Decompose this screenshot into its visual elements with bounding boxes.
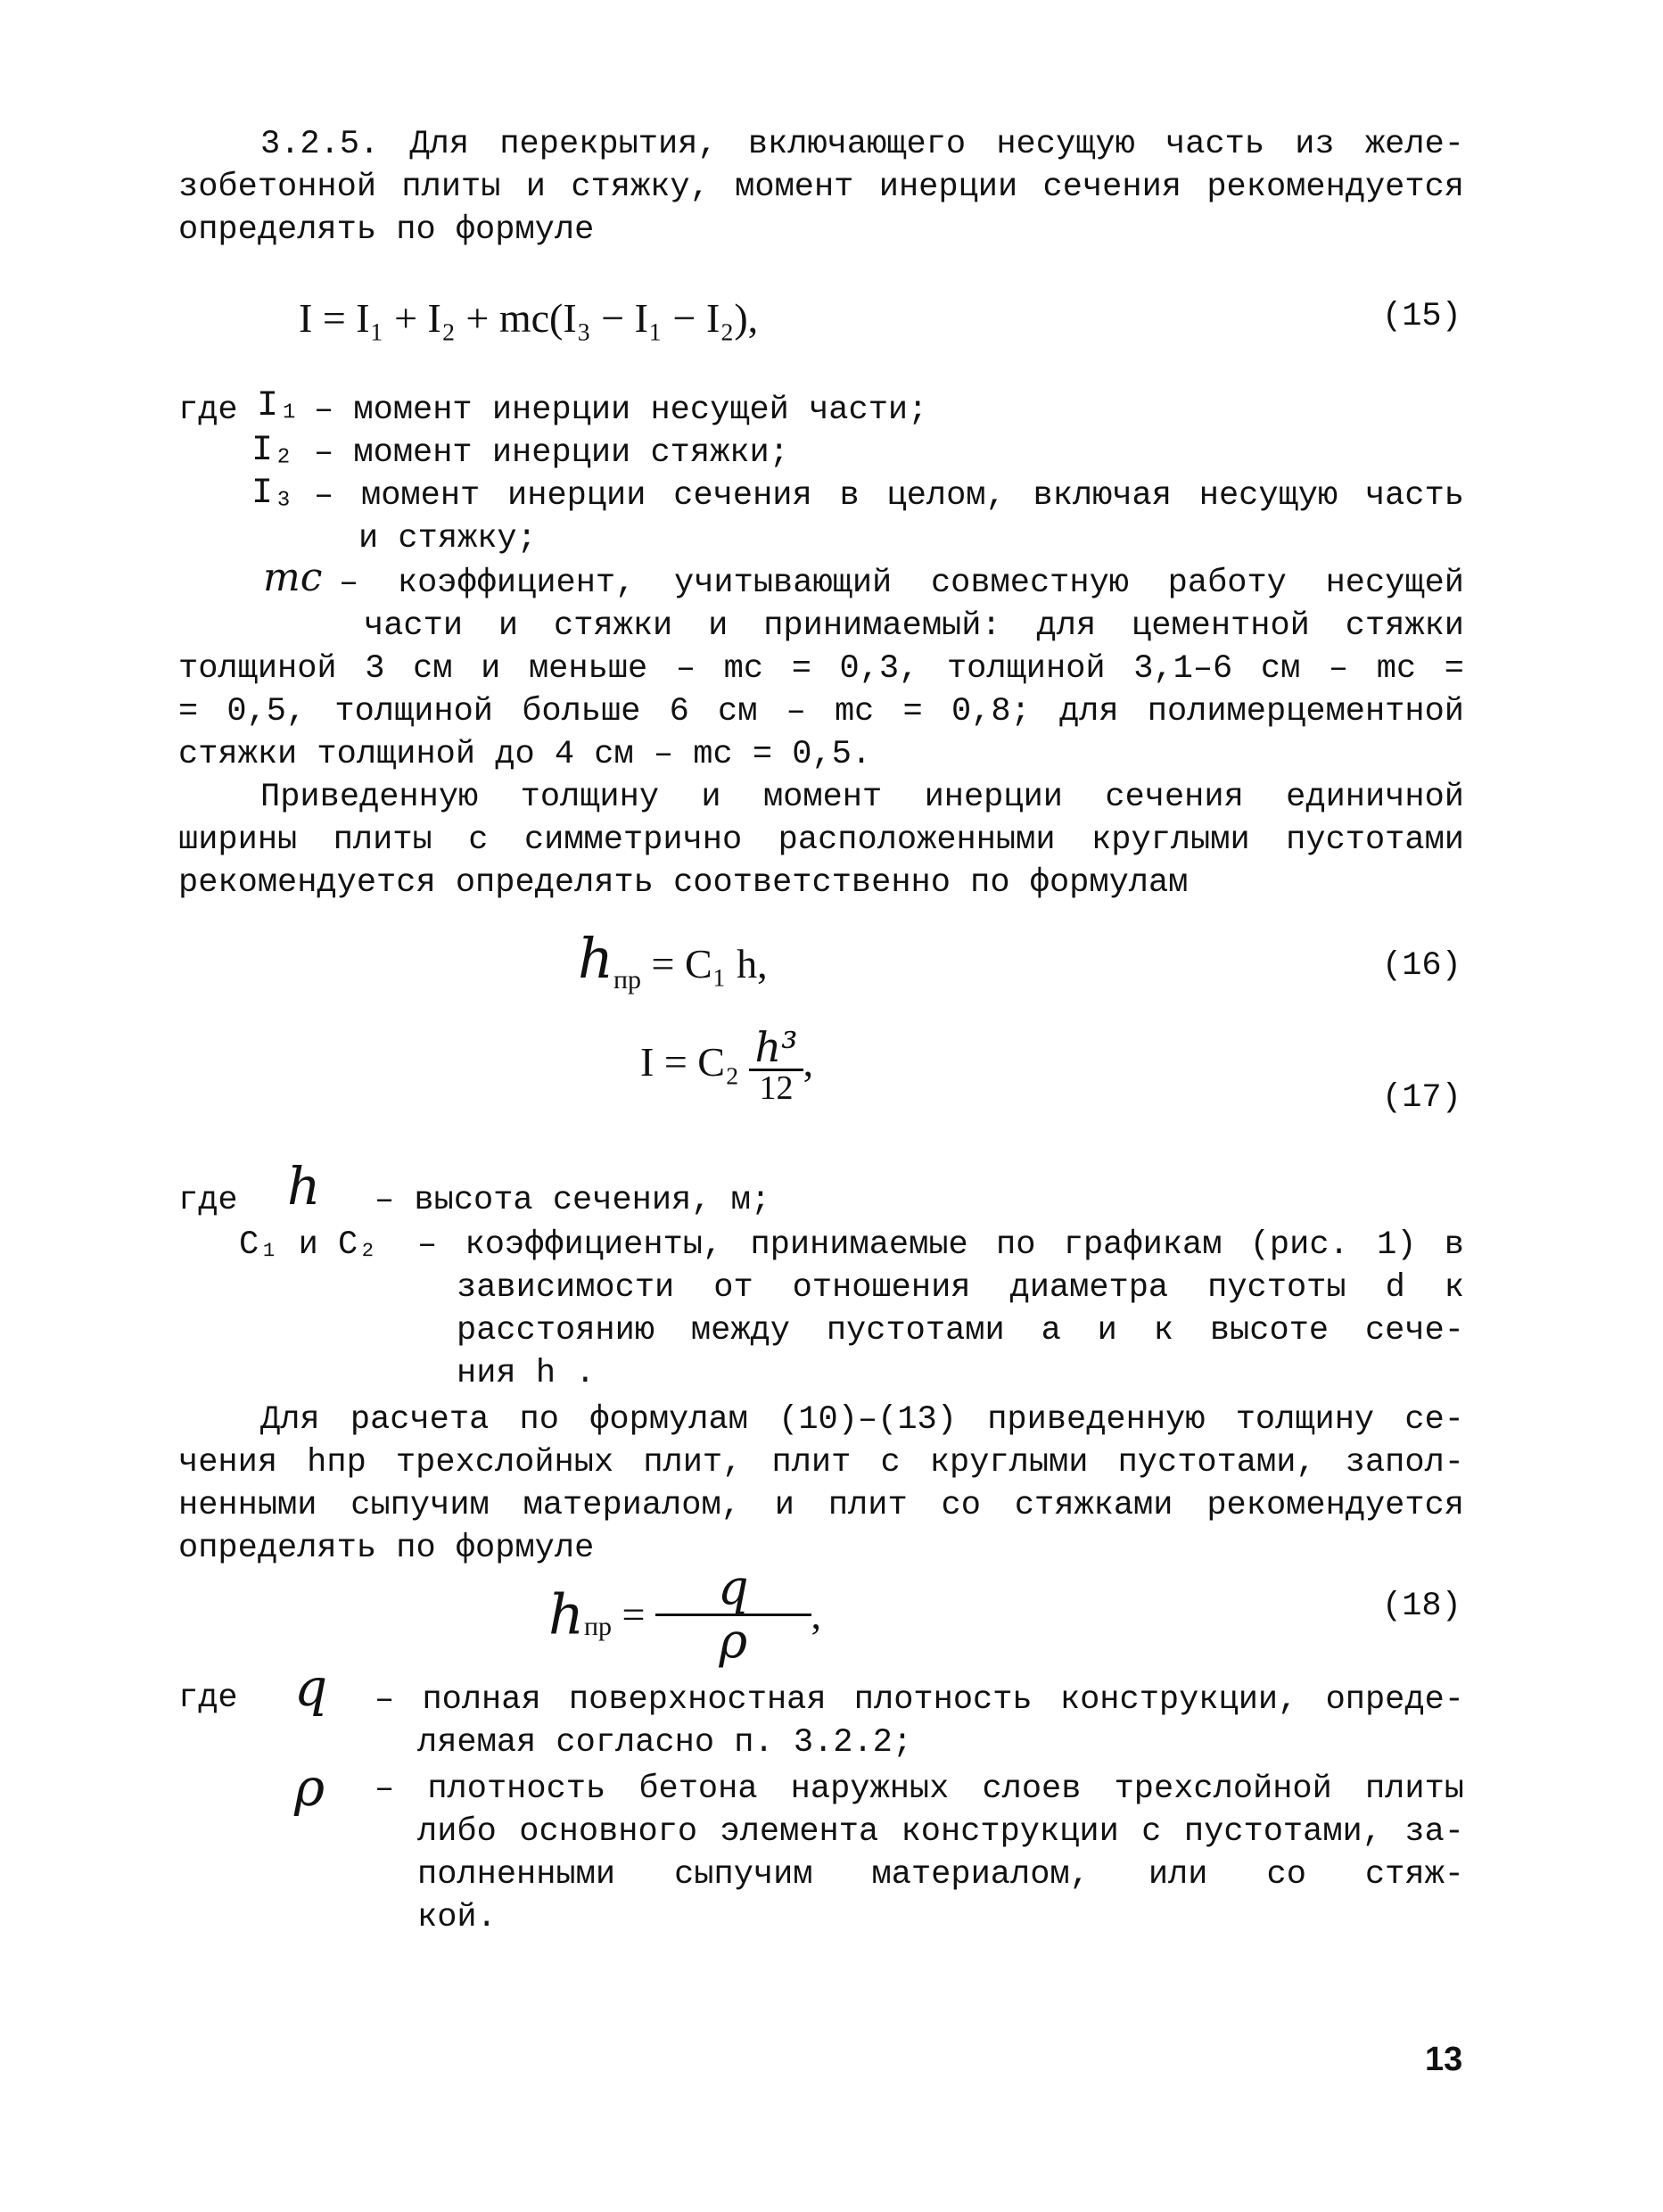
formula-16-rhs: = C₁ h,: [651, 941, 768, 986]
legend-i2-text: – момент инерции стяжки;: [314, 434, 789, 472]
formula-16-lhs-sub: пр: [613, 965, 641, 995]
legend-mc-text-line-5: стяжки толщиной до 4 см – mc = 0,5.: [178, 736, 872, 773]
formula-17-number: (17): [1382, 1079, 1461, 1117]
paragraph-325-line-1: 3.2.5. Для перекрытия, включающего несущую часть из желе-: [260, 126, 1464, 163]
formula-18-fraction: [655, 1559, 811, 1669]
formula-18-tail: ,: [811, 1591, 822, 1638]
legend-mc-text-line-1: – коэффициент, учитывающий совместную работу несущей: [339, 565, 1464, 602]
legend-mc-text-line-2: части и стяжки и принимаемый: для цементной стяжки: [364, 607, 1464, 645]
paragraph-calc-line-1: Для расчета по формулам (10)–(13) приведенную толщину се-: [260, 1401, 1464, 1439]
formula-18-denominator: ρ: [719, 1612, 748, 1669]
formula-15: I = I₁ + I₂ + mc(I₃ − I₁ − I₂),: [299, 295, 759, 341]
formula-17: [640, 1023, 814, 1108]
legend-rho-text-line-1: – плотность бетона наружных слоев трехслойной плиты: [375, 1770, 1464, 1808]
legend-mc-text-line-4: = 0,5, толщиной больше 6 см – mc = 0,8; для полимерцементной: [178, 693, 1464, 730]
legend-q-text-line-1: – полная поверхностная плотность конструкции, опреде-: [375, 1681, 1464, 1719]
formula-16-number: (16): [1382, 947, 1461, 985]
symbol-mc: mc: [263, 555, 323, 600]
formula-18-number: (18): [1382, 1588, 1461, 1625]
symbol-i3: I₃: [251, 474, 295, 514]
legend-18-where: где: [178, 1680, 238, 1717]
legend-i3-text-line-2: и стяжку;: [358, 520, 537, 557]
symbol-rho: ρ: [294, 1757, 325, 1818]
paragraph-calc-line-2: чения hпр трехслойных плит, плит с круглыми пустотами, запол-: [178, 1444, 1464, 1482]
legend-15-where: где: [178, 392, 238, 429]
symbol-i1: I₁: [257, 386, 300, 426]
legend-c-text-line-1: – коэффициенты, принимаемые по графикам (рис. 1) в: [417, 1226, 1464, 1264]
legend-mc-text-line-3: толщиной 3 см и меньше – mc = 0,3, толщиной 3,1–6 см – mc =: [178, 650, 1464, 688]
symbol-h: h: [287, 1156, 321, 1217]
formula-17-fraction: [749, 1023, 803, 1108]
symbol-q: q: [294, 1657, 328, 1718]
formula-18: [548, 1559, 822, 1669]
paragraph-calc-line-4: определять по формуле: [178, 1530, 595, 1567]
legend-h-text: – высота сечения, м;: [375, 1182, 771, 1219]
legend-c-text-line-3: расстоянию между пустотами a и к высоте сече-: [457, 1312, 1464, 1349]
formula-18-numerator: q: [655, 1563, 811, 1616]
formula-17-denominator: 12: [759, 1069, 794, 1108]
formula-16: [578, 926, 768, 995]
legend-c-text-line-4: ния h .: [457, 1355, 596, 1392]
formula-17-lhs: I = C₂: [640, 1039, 739, 1085]
legend-i3-text-line-1: – момент инерции сечения в целом, включая несущую часть: [314, 477, 1464, 515]
paragraph-reduced-line-3: рекомендуется определять соответственно по формулам: [178, 864, 1189, 902]
legend-i1-text: – момент инерции несущей части;: [314, 392, 928, 429]
legend-17-where: где: [178, 1182, 238, 1219]
symbol-c1-c2: C₁ и C₂: [239, 1226, 378, 1264]
legend-c-text-line-2: зависимости от отношения диаметра пустоты d к: [457, 1269, 1464, 1307]
formula-18-eq: =: [622, 1591, 646, 1638]
formula-16-lhs: h: [578, 926, 613, 991]
legend-rho-text-line-3: полненными сыпучим материалом, или со стяж-: [417, 1856, 1464, 1894]
paragraph-325-line-3: определять по формуле: [178, 211, 595, 249]
formula-17-numerator: h³: [749, 1026, 803, 1071]
paragraph-325-line-2: зобетонной плиты и стяжку, момент инерции сечения рекомендуется: [178, 169, 1464, 206]
paragraph-calc-line-3: ненными сыпучим материалом, и плит со стяжками рекомендуется: [178, 1487, 1464, 1524]
formula-18-lhs: h: [548, 1581, 584, 1647]
paragraph-reduced-line-1: Приведенную толщину и момент инерции сечения единичной: [260, 779, 1464, 816]
page-number: 13: [1425, 2041, 1463, 2078]
formula-17-tail: ,: [803, 1039, 814, 1085]
legend-q-text-line-2: ляемая согласно п. 3.2.2;: [417, 1724, 913, 1762]
paragraph-reduced-line-2: ширины плиты с симметрично расположенными круглыми пустотами: [178, 821, 1464, 859]
symbol-i2: I₂: [251, 431, 295, 471]
legend-rho-text-line-2: либо основного элемента конструкции с пустотами, за-: [417, 1813, 1464, 1851]
formula-15-number: (15): [1382, 298, 1461, 335]
formula-18-lhs-sub: пр: [583, 1611, 612, 1641]
legend-rho-text-line-4: кой.: [417, 1899, 497, 1936]
